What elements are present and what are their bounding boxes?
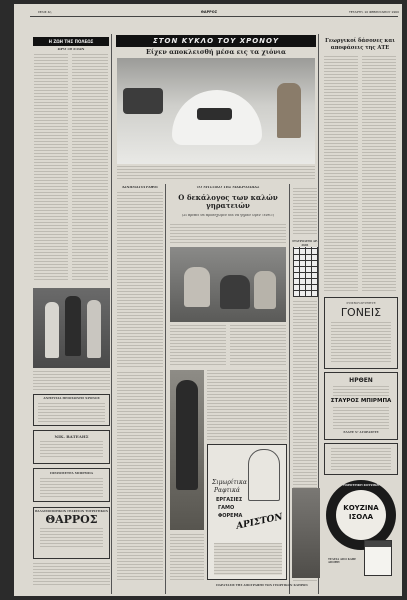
ad-thiochonis-title: ΑΝΗΣΥΧΙΑ ΘΕΙΟΧΩΝΗΣ ΧΡΟΝΟΣ bbox=[43, 397, 100, 400]
right-text-col-a bbox=[324, 56, 358, 291]
column-divider bbox=[165, 184, 166, 594]
ad-tailoring-line2: Ραφτικά bbox=[214, 487, 240, 494]
ad-tailoring-line4: ΓΑΜΟ bbox=[218, 505, 235, 511]
ad-tailoring bbox=[207, 444, 287, 580]
crossword-grid bbox=[293, 247, 318, 297]
ad-vatelis bbox=[33, 430, 110, 464]
ad-shop-label: ΗΡΘΕΝ bbox=[349, 377, 373, 384]
photo-caption-main bbox=[117, 166, 315, 180]
left-column-header: Η ΖΩΗ ΤΗΣ ΠΟΛΕΩΣ bbox=[33, 37, 109, 46]
photo-figure-3 bbox=[87, 300, 101, 358]
column-divider bbox=[111, 34, 112, 594]
ad-tailoring-line1: Σιμωρίτικα bbox=[212, 479, 247, 486]
fashion-photo bbox=[170, 370, 204, 530]
ad-small-right-body bbox=[331, 448, 391, 470]
ad-stove-tag: ΤΕΛΕΙΑ ΑΠΟ ΚΑΘΕ ΑΠΟΨΗ bbox=[328, 558, 357, 564]
photo-car bbox=[197, 108, 232, 120]
fashion-caption bbox=[170, 534, 204, 582]
ad-vatelis-title: ΝΙΚ. ΒΑΤΕΛΗΣ bbox=[54, 434, 89, 439]
photo-model bbox=[176, 380, 198, 490]
left-bottom-text bbox=[33, 563, 110, 587]
masthead-title: ΘΑΡΡΟΣ bbox=[200, 10, 218, 14]
cinema-listings bbox=[117, 192, 163, 368]
ad-tailoring-line3: ΕΡΓΑΣΙΕΣ bbox=[216, 497, 243, 503]
ad-stove-ring-text: ΗΛΕΚΤΡΙΚΗ ΚΟΥΖΙΝΑ bbox=[343, 483, 379, 487]
stove-illustration bbox=[364, 540, 392, 576]
ad-thassos-title: ΘΑΡΡΟΣ bbox=[45, 513, 98, 527]
feature-photo-elderly bbox=[170, 247, 286, 322]
ad-shop-title: ΣΤΑΥΡΟΣ ΜΠΙΡΜΠΑ bbox=[330, 398, 392, 404]
feature-intro bbox=[170, 224, 286, 244]
left-text-col-a bbox=[34, 54, 68, 282]
feature-subhead: (Σί πρέπει να προσέχωμεν διά να γηράσ ωμεν «ενεί») bbox=[181, 214, 275, 217]
crossword-header: ΣΤΑΥΡΟΛΕΞΟ ΑΡ. 2681 bbox=[292, 240, 318, 247]
ad-stove-title-2: ΙΣΟΛΑ bbox=[348, 513, 374, 521]
ad-piezometra bbox=[33, 468, 110, 502]
ad-piezometra-title: ΠΙΕΖΟΜΕΤΡΑ ΜΠΙΡΜΠΑ bbox=[49, 472, 94, 475]
ad-parents-label: ΣΥΜΒΟΥΛΕΥΘΗΤΕ bbox=[346, 302, 376, 305]
ad-parents-title: ΓΟΝΕΙΣ bbox=[340, 305, 382, 319]
right-text-col-b bbox=[362, 56, 396, 291]
ad-tailoring-body bbox=[214, 543, 282, 575]
ad-thiochonis bbox=[33, 394, 110, 426]
ad-thiochonis-body bbox=[38, 403, 105, 423]
mid-text-block bbox=[207, 370, 287, 440]
photo-people-group bbox=[123, 88, 163, 114]
feature-text-a bbox=[170, 325, 226, 365]
ad-shop-intro bbox=[333, 386, 389, 396]
main-story-headline: Είχεν αποκλεισθή μέσα εις τα χιόνια bbox=[146, 48, 286, 56]
left-column-sub: ΠΡΟ 50 ΕΤΩΝ bbox=[57, 48, 85, 51]
left-text-col-b bbox=[72, 54, 108, 282]
page-number: ΣΕΛΙΣ 4η bbox=[38, 10, 52, 14]
photo-figure bbox=[254, 271, 276, 309]
ad-stove bbox=[324, 478, 398, 582]
masthead-rule bbox=[30, 16, 398, 17]
ad-stove-title: ΚΟΥΖΙΝΑ bbox=[343, 504, 379, 512]
photo-caption bbox=[33, 371, 110, 391]
cinema-header: ΚΙΝΗΜΑΤΟΓΡΑΦΟΙ bbox=[122, 186, 158, 189]
ad-vatelis-body bbox=[40, 441, 103, 459]
feature-text-b bbox=[230, 325, 286, 365]
ad-thassos-kicker: ΘΑΛΑΣΣΟΠΟΡΙΚΟΝ ΓΡΑΦΕΙΟΝ ΤΟΥΡΙΣΤΙΚΟΝ bbox=[34, 510, 109, 513]
ad-shop-footer: ΕΛΑΤΕ Ν' ΑΓΟΡΑΣΕΤΕ bbox=[343, 431, 379, 434]
snow-photo bbox=[117, 58, 315, 164]
ad-piezometra-body bbox=[40, 478, 103, 498]
ad-thassos-body bbox=[40, 528, 103, 548]
feature-kicker: ΤΟ ΜΥΣΤΙΚΟ ΤΗΣ ΜΑΚΡΟΖΩΙΑΣ bbox=[196, 186, 260, 189]
crossword-intro bbox=[293, 188, 317, 236]
ad-parents-body bbox=[331, 322, 391, 362]
ad-thassos bbox=[33, 507, 110, 559]
ad-tailoring-line5: ΦΟΡΕΜΑ bbox=[218, 513, 243, 519]
masthead-date: ΤΕΤΑΡΤΗ, 10 ΦΕΒΡΟΥΑΡΙΟΥ 1960 bbox=[348, 10, 399, 14]
newspaper-page bbox=[14, 4, 402, 596]
dress-sketch bbox=[248, 449, 280, 501]
left-photo-women bbox=[33, 288, 110, 368]
ad-shop-body bbox=[333, 407, 389, 429]
bottom-photo-group bbox=[292, 488, 320, 578]
photo-figure bbox=[184, 267, 210, 307]
photo-child bbox=[277, 83, 301, 138]
right-story-headline: Γεωργικοί δάσονες και αποφάσεις της ΑΤΕ bbox=[325, 38, 395, 51]
main-story-banner: ΣΤΟΝ ΚΥΚΛΟ ΤΟΥ ΧΡΟΝΟΥ bbox=[116, 35, 316, 47]
ad-shop bbox=[324, 372, 398, 440]
photo-figure-1 bbox=[45, 302, 59, 358]
photo-figure-2 bbox=[65, 296, 81, 356]
bottom-left-text bbox=[117, 372, 163, 582]
feature-headline: Ο δεκάλογος των καλών γηρατειών bbox=[178, 193, 278, 210]
ad-parents bbox=[324, 297, 398, 369]
column-divider bbox=[289, 184, 290, 594]
photo-figure bbox=[220, 275, 250, 309]
bottom-mid-header: ΠΑΡΑΤΑΣΙΣ ΤΗΣ ΑΠΟΓΡΑΦΗΣ ΤΩΝ ΓΕΩΡΓΙΚΩΝ ΚΛΗΡΩΝ bbox=[216, 584, 308, 587]
ad-tailoring-brand: ΑΡΙΣΤΟΝ bbox=[235, 512, 284, 532]
stove-top bbox=[365, 541, 391, 547]
ad-small-right bbox=[324, 443, 398, 475]
